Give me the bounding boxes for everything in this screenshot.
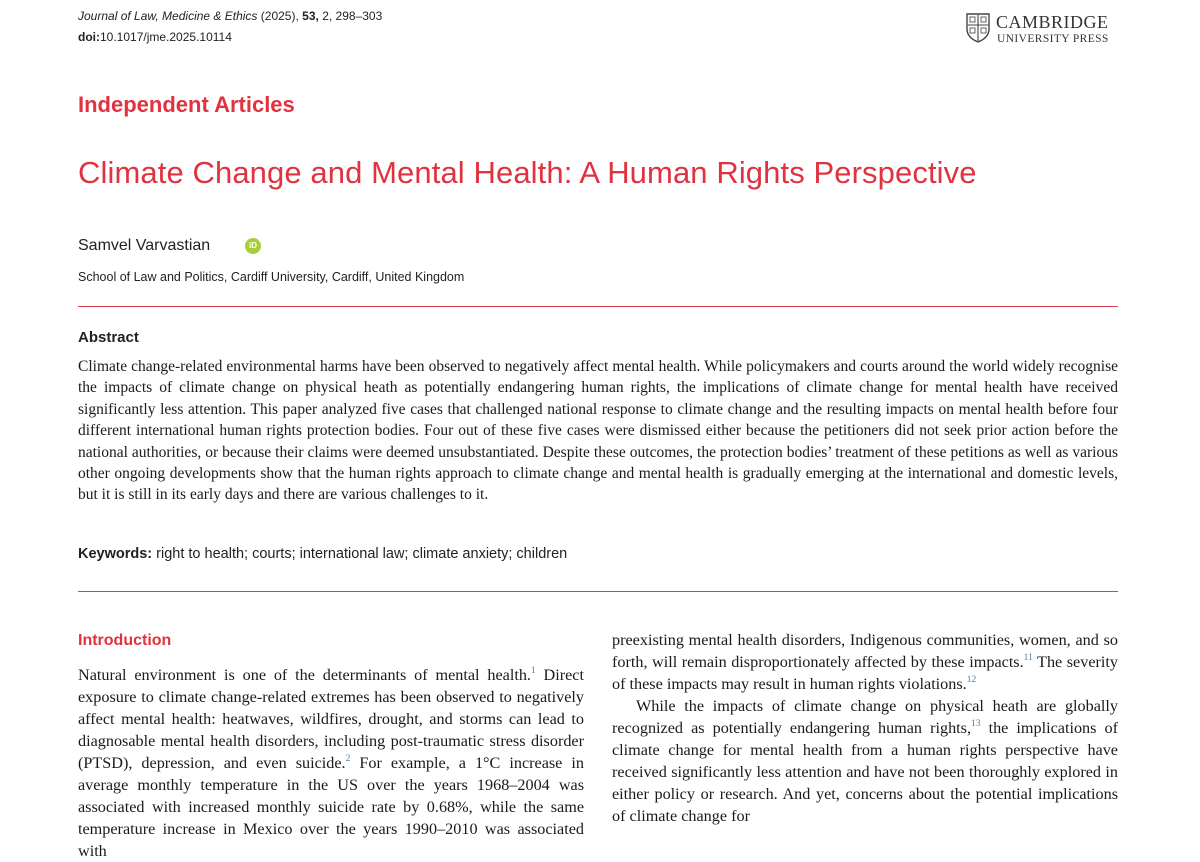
keywords-label: Keywords: <box>78 546 153 562</box>
publisher-name: CAMBRIDGE <box>996 12 1109 32</box>
paragraph <box>612 629 1118 695</box>
publisher-subtitle: UNIVERSITY PRESS <box>997 33 1109 45</box>
author-name[interactable]: Samvel Varvastian <box>78 237 211 254</box>
scrollbar[interactable] <box>1194 0 1200 855</box>
article-title: Climate Change and Mental Health: A Human Rights Perspective <box>78 155 977 190</box>
paragraph <box>612 695 1118 827</box>
footnote-ref[interactable]: 12 <box>966 675 977 685</box>
body-text: For example, a 1°C increase in average monthly temperature in the US over the years 1968–2004 was associated with increased monthly suicide rate by 0.68%, while the same temperature increase in Mexico over the years 1990–2010 was associated with <box>78 754 584 860</box>
footnote-ref[interactable]: 11 <box>1023 653 1033 663</box>
body-text: While the impacts of climate change on physical heath are globally recognized as potentially endangering human rights, <box>612 697 1118 737</box>
body-text: Direct exposure to climate change-related extremes has been observed to negatively affect mental health: heatwaves, wildfires, drought, and storms can lead to diagnosable mental health disorders, including post-traumatic stress disorder (PTSD), depression, and even suicide. <box>78 666 584 772</box>
abstract-text: Climate change-related environmental harms have been observed to negatively affect mental health. While policymakers and courts around the world widely recognise the impacts of climate change on physical heath as potentially endangering human rights, the implications of climate change for mental health have received significantly less attention. This paper analyzed five cases that challenged national response to climate change and the resulting impacts on mental health before four different international human rights protection bodies. Four out of these five cases were dismissed either because the petitioners did not seek prior action before the national authorities, or because their claims were deemed unsubstantiated. Despite these outcomes, the protection bodies’ treatment of these petitions as well as various other ongoing developments show that the human rights approach to climate change and mental health is gradually emerging at the international and domestic levels, but it is still in its early days and there are various challenges to it. <box>78 358 1118 504</box>
journal-year: (2025), <box>260 9 299 23</box>
cambridge-logo <box>966 12 1126 48</box>
footnote-ref[interactable]: 2 <box>345 754 351 764</box>
body-text: Natural environment is one of the determinants of mental health. <box>78 666 531 684</box>
journal-name: Journal of Law, Medicine & Ethics <box>78 9 258 23</box>
journal-issue-pages: 2, 298–303 <box>322 9 383 23</box>
divider-bottom <box>78 591 1118 592</box>
doi-link[interactable]: 10.1017/jme.2025.10114 <box>100 30 232 44</box>
section-label: Independent Articles <box>78 92 295 117</box>
footnote-ref[interactable]: 13 <box>971 719 981 729</box>
journal-citation <box>78 9 382 23</box>
body-text: the implications of climate change for mental health from a human rights perspective have received significantly less attention and have not been thoroughly explored in either policy or research. And yet, concerns about the potential implications of climate change for <box>612 719 1118 825</box>
keywords-list: right to health; courts; international law; climate anxiety; children <box>156 546 568 562</box>
journal-volume: 53, <box>302 9 319 23</box>
footnote-ref[interactable]: 1 <box>530 666 536 676</box>
divider-top <box>78 306 1118 307</box>
orcid-icon[interactable]: iD <box>245 238 261 254</box>
shield-icon <box>966 13 990 43</box>
body-text: The severity of these impacts may result in human rights violations. <box>612 653 1118 693</box>
doi-label: doi: <box>78 30 100 44</box>
introduction-heading: Introduction <box>78 632 172 649</box>
doi-line <box>78 30 232 44</box>
keywords <box>78 546 567 562</box>
body-column-left <box>78 664 584 862</box>
body-text: preexisting mental health disorders, Indigenous communities, women, and so forth, will remain disproportionately affected by these impacts. <box>612 631 1118 671</box>
body-column-right <box>612 629 1118 827</box>
paragraph <box>78 664 584 862</box>
abstract-heading: Abstract <box>78 329 139 346</box>
author-affiliation: School of Law and Politics, Cardiff University, Cardiff, United Kingdom <box>78 270 465 284</box>
